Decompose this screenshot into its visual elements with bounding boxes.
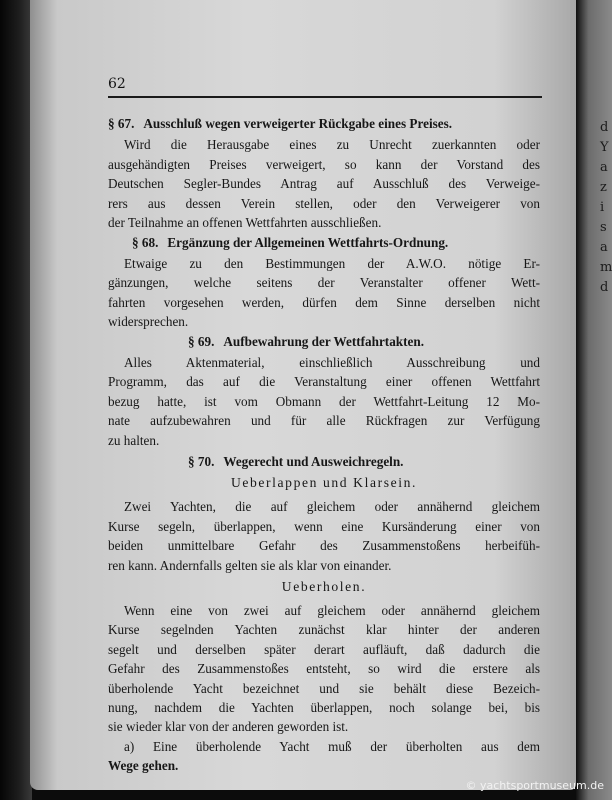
- text-line: ausgehändigten Preises verweigert, so kann der Vorstand des: [108, 156, 540, 172]
- text-line: fahrten vorgesehen werden, dürfen dem Sinne derselben nicht: [108, 294, 540, 310]
- text-line: Programm, das auf die Veranstaltung einer offenen Wettfahrt: [108, 374, 540, 390]
- text-line: rers aus dessen Verein stellen, oder den Verweigerer von: [108, 195, 540, 211]
- text-line: Etwaige zu den Bestimmungen der A.W.O. nötige Er-: [124, 255, 540, 271]
- section-heading-69: § 69. Aufbewahrung der Wettfahrtakten.: [188, 334, 425, 350]
- text-line: der Teilnahme an offenen Wettfahrten ausschließen.: [108, 215, 382, 231]
- next-page-letters: d Y a z i s a m d: [600, 120, 612, 295]
- text-line: bezug hatte, ist vom Obmann der Wettfahrt-Leitung 12 Mo-: [108, 393, 540, 409]
- subsection-heading: Ueberlappen und Klarsein.: [230, 475, 418, 491]
- subsection-heading: Ueberholen.: [281, 578, 367, 594]
- book-binding: [0, 0, 32, 800]
- list-item-a-continuation: Wege gehen.: [108, 758, 179, 774]
- copyright-watermark: © yachtsportmuseum.de: [465, 779, 604, 792]
- text-line: zu halten.: [108, 432, 160, 448]
- text-line: nung, nachdem die Yachten überlappen, noch solange bei, bis: [108, 699, 540, 715]
- text-line: Kurse segelnden Yachten zunächst klar hinter der anderen: [108, 622, 540, 638]
- text-line: Alles Aktenmaterial, einschließlich Ausschreibung und: [124, 354, 540, 370]
- text-line: segelt und derselben später derart aufläuft, daß dadurch die: [108, 641, 540, 657]
- header-rule: [108, 96, 542, 98]
- text-line: beiden unmittelbare Gefahr des Zusammenstoßens herbeifüh-: [108, 538, 540, 554]
- text-line: sie wieder klar von der anderen geworden ist.: [108, 719, 349, 735]
- text-line: Gefahr des Zusammenstoßes entsteht, so wird die erstere als: [108, 661, 540, 677]
- text-line: Deutschen Segler-Bundes Antrag auf Ausschluß des Verweige-: [108, 176, 540, 192]
- text-line: nate aufzubewahren und für alle Rückfragen zur Verfügung: [108, 413, 540, 429]
- text-line: Wenn eine von zwei auf gleichem oder annähernd gleichem: [124, 602, 540, 618]
- text-line: Wird die Herausgabe eines zu Unrecht zuerkannten oder: [124, 137, 540, 153]
- section-heading-70: § 70. Wegerecht und Ausweichregeln.: [188, 453, 404, 469]
- text-line: widersprechen.: [108, 314, 189, 330]
- text-line: Zwei Yachten, die auf gleichem oder annähernd gleichem: [124, 499, 540, 515]
- text-line: ren kann. Andernfalls gelten sie als klar von einander.: [108, 557, 392, 573]
- text-line: überholende Yacht bezeichnet und sie behält diese Bezeich-: [108, 680, 540, 696]
- text-line: gänzungen, welche seitens der Veranstalter offener Wett-: [108, 275, 540, 291]
- section-heading-67: § 67. Ausschluß wegen verweigerter Rückgabe eines Preises.: [108, 116, 453, 131]
- section-heading-68: § 68. Ergänzung der Allgemeinen Wettfahrts-Ordnung.: [132, 235, 449, 251]
- page-number: 62: [108, 76, 126, 92]
- text-line: Kurse segeln, überlappen, wenn eine Kursänderung einer von: [108, 518, 540, 534]
- list-item-a: a) Eine überholende Yacht muß der überholten aus dem: [124, 738, 541, 754]
- page-text: [108, 114, 540, 776]
